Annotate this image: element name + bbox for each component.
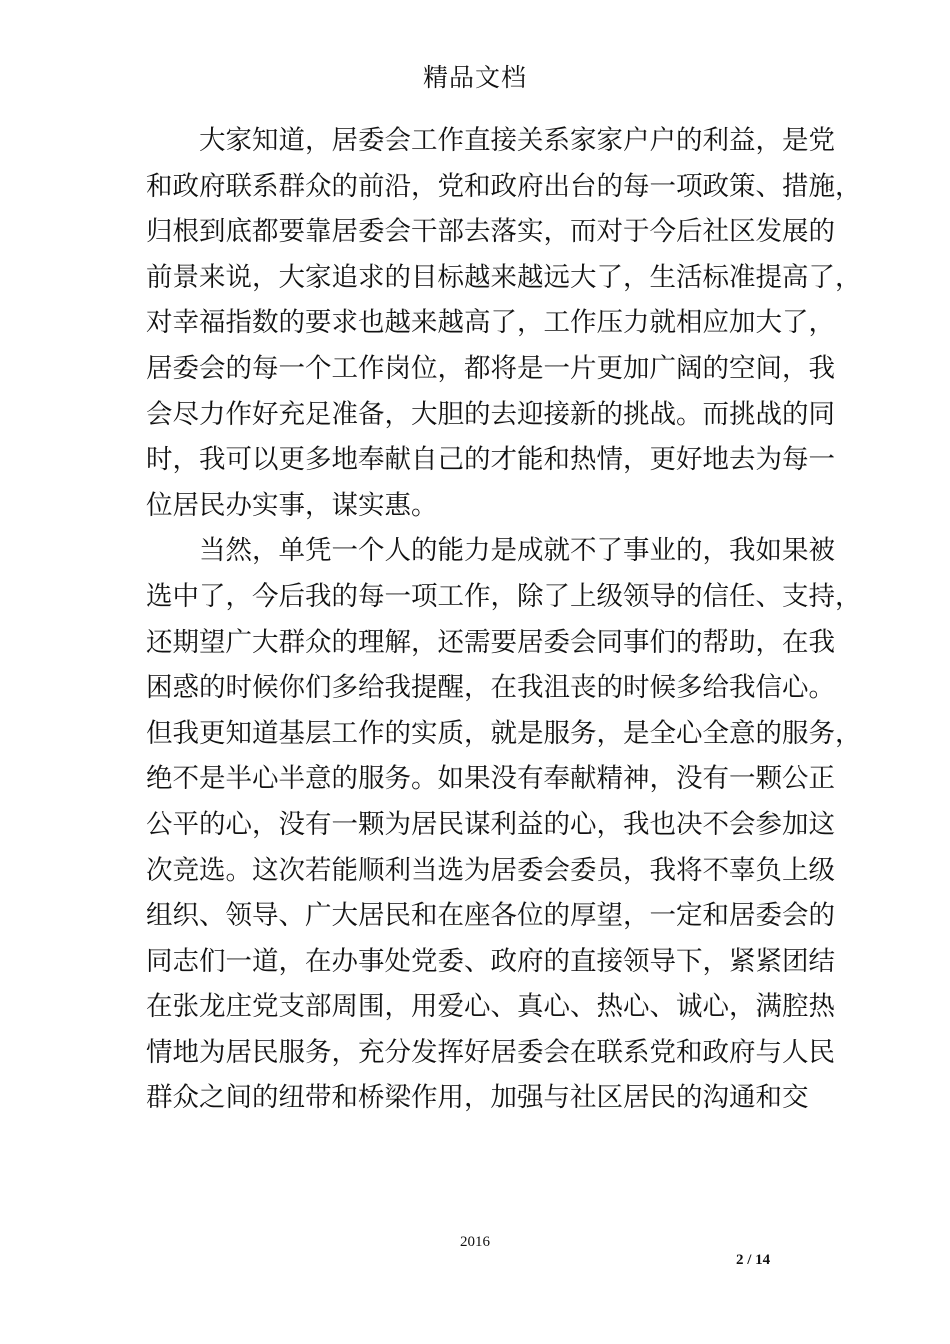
text-line: 困惑的时候你们多给我提醒，在我沮丧的时候多给我信心。 xyxy=(146,672,835,704)
paragraph-2 xyxy=(146,528,862,1121)
document-body xyxy=(146,118,862,1121)
text-line: 组织、领导、广大居民和在座各位的厚望，一定和居委会的 xyxy=(146,900,835,932)
text-line: 绝不是半心半意的服务。如果没有奉献精神，没有一颗公正 xyxy=(146,763,835,795)
text-line: 居委会的每一个工作岗位，都将是一片更加广阔的空间，我 xyxy=(146,352,835,384)
text-line: 选中了，今后我的每一项工作，除了上级领导的信任、支持， xyxy=(146,580,862,612)
paragraph-1 xyxy=(146,118,862,528)
text-line: 位居民办实事，谋实惠。 xyxy=(146,489,438,521)
text-line: 时，我可以更多地奉献自己的才能和热情，更好地去为每一 xyxy=(146,444,835,476)
text-line: 情地为居民服务，充分发挥好居委会在联系党和政府与人民 xyxy=(146,1036,835,1068)
text-line: 群众之间的纽带和桥梁作用，加强与社区居民的沟通和交 xyxy=(146,1082,809,1114)
text-line: 对幸福指数的要求也越来越高了，工作压力就相应加大了， xyxy=(146,307,835,339)
page-header-title: 精品文档 xyxy=(422,63,527,92)
text-line: 和政府联系群众的前沿，党和政府出台的每一项政策、措施， xyxy=(146,170,862,202)
text-line: 但我更知道基层工作的实质，就是服务，是全心全意的服务， xyxy=(146,717,862,749)
text-line: 在张龙庄党支部周围，用爱心、真心、热心、诚心，满腔热 xyxy=(146,991,835,1023)
text-line: 前景来说，大家追求的目标越来越远大了，生活标准提高了， xyxy=(146,261,862,293)
text-line: 当然，单凭一个人的能力是成就不了事业的，我如果被 xyxy=(199,535,835,567)
text-line: 同志们一道，在办事处党委、政府的直接领导下，紧紧团结 xyxy=(146,945,835,977)
text-line: 大家知道，居委会工作直接关系家家户户的利益，是党 xyxy=(199,125,835,156)
text-line: 还期望广大群众的理解，还需要居委会同事们的帮助，在我 xyxy=(146,626,835,658)
page-number: 2 / 14 xyxy=(736,1252,771,1268)
footer-year: 2016 xyxy=(460,1234,490,1250)
text-line: 次竞选。这次若能顺利当选为居委会委员，我将不辜负上级 xyxy=(146,854,835,886)
text-line: 归根到底都要靠居委会干部去落实，而对于今后社区发展的 xyxy=(146,216,835,248)
text-line: 公平的心，没有一颗为居民谋利益的心，我也决不会参加这 xyxy=(146,808,835,840)
text-line: 会尽力作好充足准备，大胆的去迎接新的挑战。而挑战的同 xyxy=(146,398,835,430)
